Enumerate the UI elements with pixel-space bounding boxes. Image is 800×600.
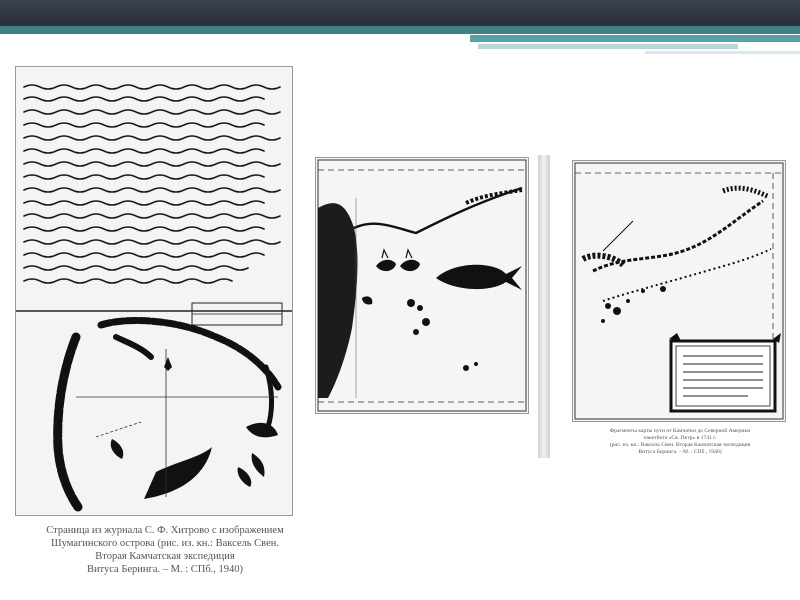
journal-page-scan xyxy=(15,66,293,516)
header-accent-stripe xyxy=(645,51,800,54)
map-fragment-image xyxy=(316,158,528,413)
header-accent-stripe xyxy=(0,26,800,34)
left-figure-caption xyxy=(30,524,300,577)
caption-line: Шумагинского острова (рис. из. кн.: Ваксель Свен. xyxy=(51,538,279,550)
map-fragment-with-animals xyxy=(315,157,529,414)
header-bar xyxy=(0,0,800,26)
caption-line: (рис. из. кн.: Ваксель Свен. Вторая Камчатская экспедиция xyxy=(609,441,751,448)
map-fragment-image xyxy=(573,161,785,421)
caption-line: Страница из журнала С. Ф. Хитрово с изображением xyxy=(46,525,284,536)
journal-page-image xyxy=(16,67,292,515)
right-figure-caption xyxy=(580,428,780,456)
map-fragment-with-cartouche xyxy=(572,160,786,422)
book-gutter xyxy=(538,155,550,458)
caption-line: Витуса Беринга. – М. : СПб., 1940) xyxy=(86,564,244,576)
header-accent-stripe xyxy=(478,44,738,49)
caption-line: пакетбота «Св. Петр» в 1741 г. xyxy=(643,434,717,441)
caption-line: Вторая Камчатская экспедиция xyxy=(95,551,235,563)
header-accent-stripe xyxy=(470,35,800,42)
caption-line: Витуса Беринга. – М. : СПб., 1940) xyxy=(638,448,722,455)
caption-line: Фрагменты карты пути от Камчатки до Северной Америки xyxy=(609,428,751,434)
